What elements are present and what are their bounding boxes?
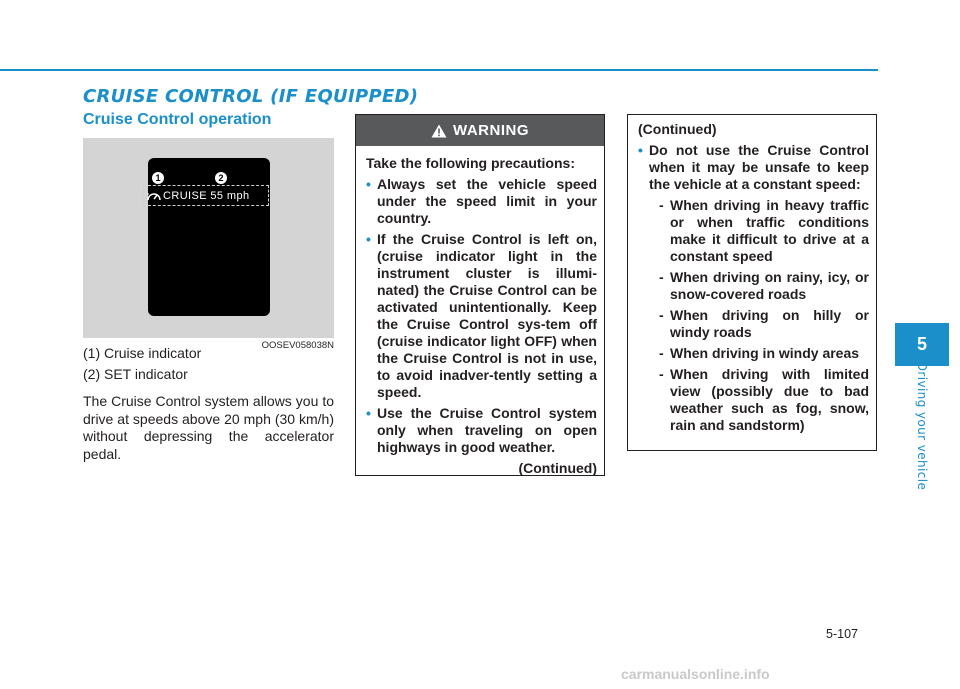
list-item: - When driving in heavy traffic or when traffic conditions make it difficult to drive at a constant speed [659, 197, 869, 264]
list-item: - When driving in windy areas [659, 345, 860, 361]
callout-2: 2 [215, 172, 227, 184]
bullet-dot: • [366, 176, 371, 192]
warning-body [356, 146, 604, 477]
figure-code: OOSEV058038N [261, 340, 334, 351]
continued-note: (Continued) [518, 460, 597, 476]
list-item: • Do not use the Cruise Control when it may be unsafe to keep the vehicle at a constant speed: - When driving in heavy traffic or when traffic conditions make it difficult to drive at a constant speed - When driving on rainy, icy, or snow-covered roads - When driving on hilly or windy roads - When driving in windy areas - When driving with limited view (possibly due to bad weather such as fog, snow, rain and sandstorm) [638, 142, 869, 433]
list-item: - When driving on rainy, icy, or snow-covered roads [659, 269, 869, 302]
section-title: CRUISE CONTROL (IF EQUIPPED) [83, 86, 419, 107]
cluster-display [148, 158, 270, 316]
list-item: • Always set the vehicle speed under the speed limit in your country. [366, 176, 597, 226]
continued-heading: (Continued) [638, 121, 717, 137]
watermark: carmanualsonline.info [621, 666, 770, 682]
caption-set-indicator: (2) SET indicator [83, 366, 188, 382]
chapter-tab: 5 [895, 323, 949, 366]
caption-cruise-indicator: (1) Cruise indicator [83, 345, 202, 361]
list-item: - When driving with limited view (possibly due to bad weather such as fog, snow, rain and sandstorm) [659, 366, 869, 433]
warning-header [356, 115, 604, 146]
cruise-indicator-box [143, 185, 269, 206]
warning-intro: Take the following precautions: [366, 155, 575, 171]
callout-1: 1 [152, 172, 164, 184]
warning-list [366, 176, 597, 456]
instrument-cluster-figure [83, 138, 334, 351]
list-item: • Use the Cruise Control system only when traveling on open highways in good weather. [366, 405, 597, 455]
continued-body [628, 115, 876, 434]
list-item: • If the Cruise Control is left on, (cruise indicator light in the instrument cluster is illumi-nated) the Cruise Control can be activated unintentionally. Keep the Cruise Control sys-tem off (cruise indicator light OFF) when the Cruise Control is not in use, to avoid inadver-tently setting a speed. [366, 231, 597, 400]
condition-list [649, 197, 869, 434]
subheading: Cruise Control operation [83, 111, 272, 128]
cruise-speed-readout: CRUISE 55 mph [163, 189, 250, 202]
continued-warning-box [627, 114, 877, 451]
warning-triangle-icon [431, 124, 447, 138]
list-item: - When driving on hilly or windy roads [659, 307, 869, 340]
bullet-dot: • [366, 405, 371, 421]
header-rule [0, 69, 878, 71]
bullet-dot: • [366, 231, 371, 247]
page-number: 5-107 [826, 627, 858, 641]
bullet-dot: • [638, 142, 643, 158]
cruise-gauge-icon [146, 190, 162, 202]
warning-title: WARNING [453, 122, 529, 139]
body-paragraph: The Cruise Control system allows you to drive at speeds above 20 mph (30 km/h) without depressing the accelerator pedal. [83, 393, 334, 462]
warning-box [355, 114, 605, 476]
continued-list [638, 142, 869, 434]
